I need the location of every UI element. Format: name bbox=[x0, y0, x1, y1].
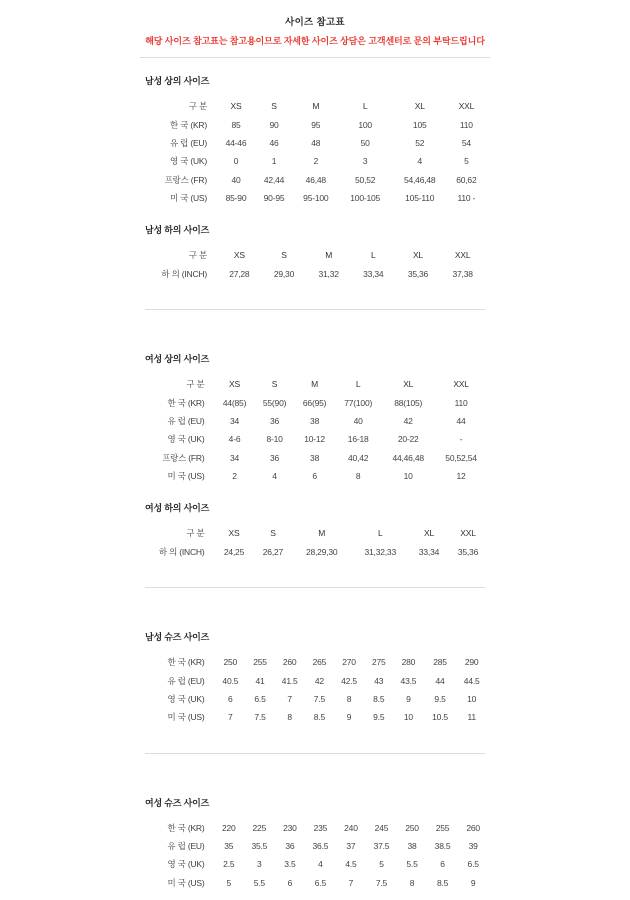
table-header-row bbox=[143, 524, 488, 542]
cell: 36.5 bbox=[312, 841, 329, 852]
cell: 77(100) bbox=[344, 397, 373, 408]
table-row bbox=[143, 690, 488, 708]
column-header: XL bbox=[424, 528, 434, 539]
row-label: 영 국 (UK) bbox=[167, 859, 205, 870]
row-label: 유 럽 (EU) bbox=[167, 841, 205, 852]
cell: 8 bbox=[355, 471, 361, 482]
cell: 8.5 bbox=[313, 712, 325, 723]
column-header: M bbox=[312, 101, 320, 112]
cell: 35,36 bbox=[457, 546, 479, 557]
column-header: XXL bbox=[453, 379, 469, 390]
cell: 85 bbox=[231, 119, 241, 130]
cell: 230 bbox=[283, 822, 297, 833]
cell: 42.5 bbox=[341, 675, 357, 686]
cell: 40,42 bbox=[348, 452, 369, 463]
cell: 255 bbox=[253, 657, 267, 668]
divider-block-3 bbox=[0, 727, 630, 780]
cell: 36 bbox=[285, 841, 295, 852]
column-header: 구 분 bbox=[186, 379, 205, 390]
cell: 44 bbox=[456, 415, 466, 426]
row-label: 영 국 (UK) bbox=[169, 156, 207, 167]
cell: 38 bbox=[310, 415, 320, 426]
cell: 6 bbox=[312, 471, 317, 482]
table-row bbox=[143, 819, 488, 837]
column-header: M bbox=[325, 250, 333, 261]
cell: 8-10 bbox=[266, 434, 283, 445]
table-row bbox=[143, 671, 488, 689]
cell: 6.5 bbox=[467, 859, 479, 870]
table-row bbox=[145, 265, 485, 283]
cell: 9 bbox=[346, 712, 352, 723]
section-title-men-top: 남성 상의 사이즈 bbox=[145, 76, 210, 86]
cell: 7 bbox=[348, 877, 354, 888]
cell: 1 bbox=[271, 156, 277, 167]
table-row bbox=[145, 171, 485, 189]
cell: 7 bbox=[228, 712, 233, 723]
column-header: XS bbox=[230, 101, 242, 112]
section-women-bottom bbox=[0, 501, 630, 561]
cell: 44,46,48 bbox=[392, 452, 424, 463]
row-label: 유 럽 (EU) bbox=[167, 415, 205, 426]
column-header: XXL bbox=[460, 528, 476, 539]
column-header: XS bbox=[229, 379, 240, 390]
cell: 280 bbox=[401, 657, 416, 668]
row-label: 하 의 (INCH) bbox=[158, 546, 205, 557]
cell: 2.5 bbox=[223, 859, 235, 870]
cell: 43.5 bbox=[400, 675, 417, 686]
cell: 38 bbox=[310, 452, 320, 463]
cell: 8 bbox=[346, 693, 352, 704]
cell: 44.5 bbox=[463, 675, 480, 686]
table-row bbox=[143, 855, 488, 873]
table-row bbox=[143, 412, 488, 430]
cell: 31,32 bbox=[318, 268, 339, 279]
row-label: 유 럽 (EU) bbox=[169, 137, 207, 148]
table-header-row bbox=[145, 97, 485, 115]
cell: 4 bbox=[272, 471, 277, 482]
cell: 8 bbox=[409, 877, 415, 888]
cell: 9 bbox=[406, 693, 411, 704]
cell: 95-100 bbox=[303, 193, 329, 204]
cell: 40 bbox=[231, 174, 241, 185]
cell: 48 bbox=[311, 137, 321, 148]
cell: 4.5 bbox=[345, 859, 357, 870]
cell: 250 bbox=[223, 657, 238, 668]
cell: 31,32,33 bbox=[364, 546, 396, 557]
column-header: S bbox=[281, 250, 287, 261]
row-label: 프랑스 (FR) bbox=[162, 452, 205, 463]
cell: 41.5 bbox=[281, 675, 298, 686]
table-row bbox=[143, 430, 488, 448]
divider-top bbox=[140, 57, 490, 58]
cell: 5.5 bbox=[253, 877, 265, 888]
cell: 27,28 bbox=[229, 268, 250, 279]
cell: 38 bbox=[407, 841, 417, 852]
cell: 6 bbox=[228, 693, 233, 704]
table-row bbox=[143, 874, 488, 892]
cell: 275 bbox=[371, 657, 386, 668]
column-header: M bbox=[311, 379, 319, 390]
cell: 40 bbox=[353, 415, 363, 426]
cell: 10 bbox=[403, 471, 413, 482]
table-row bbox=[145, 115, 485, 133]
cell: 60,62 bbox=[456, 174, 477, 185]
cell: 6 bbox=[287, 877, 293, 888]
cell: 5.5 bbox=[406, 859, 418, 870]
cell: 5 bbox=[226, 877, 232, 888]
cell: 2 bbox=[313, 156, 319, 167]
cell: 9.5 bbox=[373, 712, 385, 723]
column-header: L bbox=[371, 250, 376, 261]
cell: 5 bbox=[379, 859, 384, 870]
cell: 36 bbox=[270, 452, 280, 463]
cell: 43 bbox=[374, 675, 384, 686]
cell: 38.5 bbox=[434, 841, 451, 852]
cell: 10-12 bbox=[304, 434, 325, 445]
cell: 88(105) bbox=[394, 397, 423, 408]
size-guide-notice: 해당 사이즈 참고표는 참고용이므로 자세한 사이즈 상담은 고객센터로 문의 부탁드립니다 bbox=[145, 36, 485, 46]
cell: 52 bbox=[415, 137, 425, 148]
column-header: L bbox=[377, 528, 383, 539]
cell: 44-46 bbox=[225, 137, 247, 148]
cell: 37.5 bbox=[373, 841, 390, 852]
cell: 50,52,54 bbox=[445, 452, 477, 463]
row-label: 미 국 (US) bbox=[167, 877, 205, 888]
cell: 90 bbox=[269, 119, 279, 130]
divider-block-2 bbox=[0, 561, 630, 614]
table-header-row bbox=[143, 375, 488, 393]
cell: 33,34 bbox=[363, 268, 384, 279]
cell: 8.5 bbox=[436, 877, 449, 888]
row-label: 미 국 (US) bbox=[169, 193, 207, 204]
column-header: XS bbox=[233, 250, 245, 261]
cell: 10 bbox=[467, 693, 477, 704]
row-label: 유 럽 (EU) bbox=[167, 675, 205, 686]
cell: 7.5 bbox=[375, 877, 388, 888]
section-title-women-top: 여성 상의 사이즈 bbox=[145, 354, 210, 364]
column-header: M bbox=[318, 528, 326, 539]
cell: 235 bbox=[313, 822, 328, 833]
section-women-shoes bbox=[0, 796, 630, 893]
table-row bbox=[145, 134, 485, 152]
cell: 54,46,48 bbox=[403, 174, 436, 185]
cell: 100-105 bbox=[350, 193, 381, 204]
cell: 0 bbox=[233, 156, 239, 167]
cell: 35 bbox=[224, 841, 234, 852]
column-header: XL bbox=[403, 379, 414, 390]
cell: 46 bbox=[269, 137, 279, 148]
row-label: 한 국 (KR) bbox=[169, 119, 207, 130]
column-header: 구 분 bbox=[188, 250, 207, 261]
divider bbox=[145, 587, 485, 588]
table-men-top bbox=[145, 97, 485, 207]
table-row bbox=[145, 152, 485, 170]
cell: 3 bbox=[362, 156, 368, 167]
cell: 95 bbox=[311, 119, 321, 130]
cell: 110 bbox=[459, 119, 473, 130]
cell: 55(90) bbox=[262, 397, 287, 408]
cell: 46,48 bbox=[305, 174, 326, 185]
cell: 265 bbox=[312, 657, 327, 668]
table-men-bottom bbox=[145, 246, 485, 283]
cell: 42 bbox=[403, 415, 413, 426]
cell: 33,34 bbox=[418, 546, 440, 557]
table-row bbox=[143, 653, 488, 671]
section-men-shoes bbox=[0, 630, 630, 727]
row-label: 프랑스 (FR) bbox=[164, 174, 207, 185]
cell: 16-18 bbox=[347, 434, 369, 445]
cell: 110 bbox=[454, 397, 468, 408]
cell: 12 bbox=[456, 471, 466, 482]
cell: 4 bbox=[417, 156, 422, 167]
divider-block-1 bbox=[0, 283, 630, 336]
cell: - bbox=[459, 434, 463, 445]
cell: 8.5 bbox=[373, 693, 385, 704]
column-header: 구 분 bbox=[186, 528, 205, 539]
cell: 44(85) bbox=[222, 397, 247, 408]
cell: 3 bbox=[257, 859, 262, 870]
cell: 24,25 bbox=[223, 546, 245, 557]
cell: 4 bbox=[318, 859, 323, 870]
cell: 2 bbox=[232, 471, 237, 482]
cell: 290 bbox=[464, 657, 479, 668]
table-row bbox=[143, 467, 488, 485]
cell: 29,30 bbox=[273, 268, 295, 279]
cell: 270 bbox=[342, 657, 356, 668]
row-label: 한 국 (KR) bbox=[167, 822, 205, 833]
column-header: S bbox=[271, 101, 277, 112]
page-title: 사이즈 참고표 bbox=[285, 17, 345, 28]
cell: 11 bbox=[467, 712, 476, 723]
table-row bbox=[145, 189, 485, 207]
row-label: 영 국 (UK) bbox=[167, 434, 205, 445]
column-header: L bbox=[355, 379, 361, 390]
cell: 34 bbox=[229, 452, 240, 463]
bottom-spacer bbox=[0, 892, 630, 900]
cell: 66(95) bbox=[302, 397, 327, 408]
cell: 6 bbox=[440, 859, 445, 870]
cell: 85-90 bbox=[225, 193, 247, 204]
divider bbox=[145, 753, 485, 754]
cell: 10 bbox=[403, 712, 413, 723]
cell: 40.5 bbox=[222, 675, 239, 686]
cell: 9 bbox=[470, 877, 476, 888]
table-row bbox=[143, 708, 488, 726]
cell: 7.5 bbox=[313, 693, 325, 704]
cell: 7.5 bbox=[254, 712, 266, 723]
cell: 39 bbox=[468, 841, 478, 852]
row-label: 미 국 (US) bbox=[167, 471, 205, 482]
section-title-women-shoes: 여성 슈즈 사이즈 bbox=[145, 797, 210, 808]
cell: 220 bbox=[221, 822, 236, 833]
column-header: L bbox=[362, 101, 368, 112]
column-header: XL bbox=[412, 250, 423, 261]
cell: 225 bbox=[252, 822, 267, 833]
cell: 4-6 bbox=[228, 434, 241, 445]
cell: 110 - bbox=[457, 193, 476, 204]
cell: 35.5 bbox=[251, 841, 268, 852]
row-label: 미 국 (US) bbox=[167, 712, 205, 723]
cell: 5 bbox=[464, 156, 469, 167]
section-title-men-shoes: 남성 슈즈 사이즈 bbox=[145, 632, 210, 642]
cell: 3.5 bbox=[284, 859, 296, 870]
section-women-top bbox=[0, 352, 630, 485]
column-header: S bbox=[271, 379, 278, 390]
cell: 6.5 bbox=[254, 693, 266, 704]
divider bbox=[145, 309, 485, 310]
row-label: 영 국 (UK) bbox=[167, 693, 205, 704]
cell: 285 bbox=[433, 657, 447, 668]
section-men-bottom bbox=[0, 223, 630, 283]
table-women-bottom bbox=[143, 524, 488, 561]
cell: 34 bbox=[229, 415, 240, 426]
cell: 240 bbox=[344, 822, 358, 833]
cell: 245 bbox=[374, 822, 389, 833]
cell: 26,27 bbox=[262, 546, 284, 557]
cell: 28,29,30 bbox=[305, 546, 338, 557]
section-men-top bbox=[0, 74, 630, 207]
column-header: XXL bbox=[458, 101, 475, 112]
table-row bbox=[143, 543, 488, 561]
cell: 90-95 bbox=[263, 193, 285, 204]
cell: 54 bbox=[461, 137, 471, 148]
cell: 260 bbox=[282, 657, 297, 668]
cell: 8 bbox=[287, 712, 292, 723]
cell: 20-22 bbox=[397, 434, 419, 445]
cell: 6.5 bbox=[314, 877, 326, 888]
cell: 42 bbox=[314, 675, 324, 686]
table-row bbox=[143, 449, 488, 467]
cell: 50 bbox=[360, 137, 370, 148]
table-row bbox=[143, 393, 488, 411]
cell: 10.5 bbox=[432, 712, 448, 723]
table-header-row bbox=[145, 246, 485, 264]
cell: 42,44 bbox=[263, 174, 285, 185]
row-label: 한 국 (KR) bbox=[167, 397, 205, 408]
section-title-men-bottom: 남성 하의 사이즈 bbox=[145, 225, 210, 236]
table-men-shoes bbox=[143, 653, 488, 727]
cell: 44 bbox=[435, 675, 445, 686]
column-header: XS bbox=[228, 528, 240, 539]
table-women-shoes bbox=[143, 819, 488, 893]
cell: 36 bbox=[270, 415, 280, 426]
cell: 100 bbox=[358, 119, 372, 130]
cell: 260 bbox=[466, 822, 480, 833]
cell: 255 bbox=[435, 822, 450, 833]
section-title-women-bottom: 여성 하의 사이즈 bbox=[145, 503, 210, 514]
cell: 9.5 bbox=[434, 693, 446, 704]
cell: 37 bbox=[346, 841, 356, 852]
column-header: XXL bbox=[454, 250, 471, 261]
cell: 35,36 bbox=[407, 268, 429, 279]
row-label: 한 국 (KR) bbox=[167, 657, 205, 668]
cell: 105-110 bbox=[405, 193, 435, 204]
cell: 105 bbox=[412, 119, 427, 130]
cell: 250 bbox=[405, 822, 419, 833]
row-label: 하 의 (INCH) bbox=[161, 268, 207, 279]
cell: 50,52 bbox=[355, 174, 376, 185]
column-header: S bbox=[270, 528, 276, 539]
cell: 37,38 bbox=[452, 268, 473, 279]
table-women-top bbox=[143, 375, 488, 485]
column-header: 구 분 bbox=[188, 101, 207, 112]
cell: 41 bbox=[255, 675, 265, 686]
column-header: XL bbox=[414, 101, 425, 112]
cell: 7 bbox=[287, 693, 292, 704]
